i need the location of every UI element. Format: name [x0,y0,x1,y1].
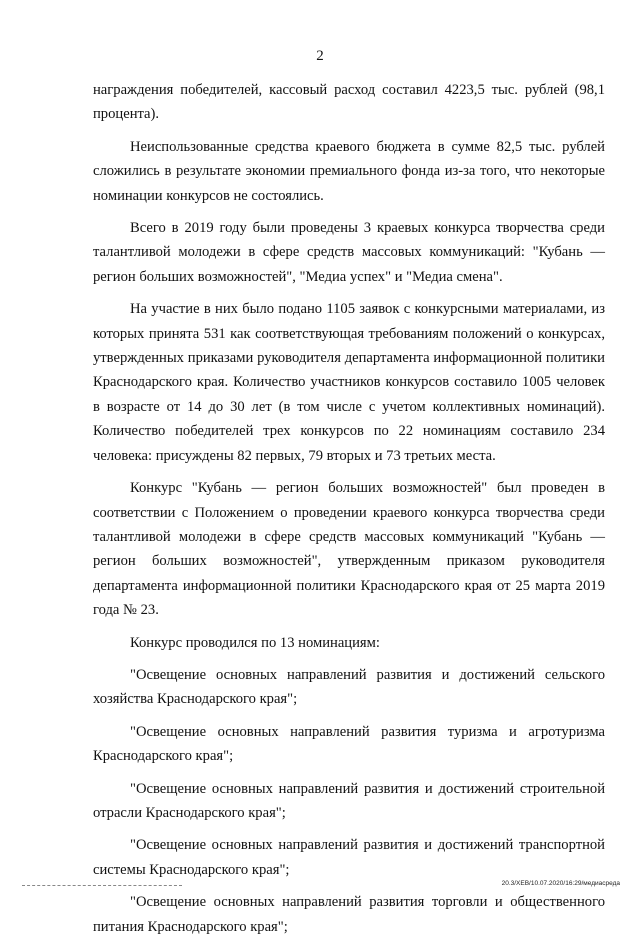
nomination-2: "Освещение основных направлений развития туризма и агротуризма Краснодарского края"; [93,723,605,765]
paragraph-4: На участие в них было подано 1105 заявок с конкурсными материалами, из которых принята 531 как соответствующая требованиям положений о конкурсах, утвержденных приказами руководителя департамента информационной политики Краснодарского края. Количество участников конкурсов составило 1005 человек в возрасте от 14 до 30 лет (в том числе с учетом коллективных номинаций). Количество победителей трех конкурсов по 22 номинациям составило 234 человека: присуждены 82 первых, 79 вторых и 73 третьих места. [93,301,605,464]
nomination-1: "Освещение основных направлений развития и достижений сельского хозяйства Краснодарского края"; [93,666,605,708]
nomination-4: "Освещение основных направлений развития и достижений транспортной системы Краснодарского края"; [93,837,605,878]
paragraph-5: Конкурс "Кубань — регион больших возможностей" был проведен в соответствии с Положением о проведении краевого конкурса творчества среди талантливой молодежи в сфере средств массовых коммуникаций "Кубань — регион больших возможностей", утвержденным приказом руководителя департамента информационной политики Краснодарского края от 25 марта 2019 года № 23. [93,480,605,619]
paragraph-6: Конкурс проводился по 13 номинациям: [130,634,380,651]
paragraph-3: Всего в 2019 году были проведены 3 краевых конкурса творчества среди талантливой молодежи в сфере средств массовых коммуникаций: "Кубань — регион больших возможностей", "Медиа успех" и "Медиа смена". [93,220,605,285]
nomination-5: "Освещение основных направлений развития торговли и общественного питания Краснодарского края"; [93,894,605,935]
page-number: 2 [316,48,324,64]
paragraph-1: награждения победителей, кассовый расход составил 4223,5 тыс. рублей (98,1 процента). [93,82,605,123]
document-body [93,78,605,947]
nomination-3: "Освещение основных направлений развития и достижений строительной отрасли Краснодарского края"; [93,780,605,821]
paragraph-2: Неиспользованные средства краевого бюджета в сумме 82,5 тыс. рублей сложились в результате экономии премиального фонда из-за того, что некоторые номинации конкурсов не состоялись. [93,138,605,204]
footer-divider [22,885,182,886]
footer-stamp: 20.3/XEB/10.07.2020/16:29/медиасреда [501,880,620,887]
